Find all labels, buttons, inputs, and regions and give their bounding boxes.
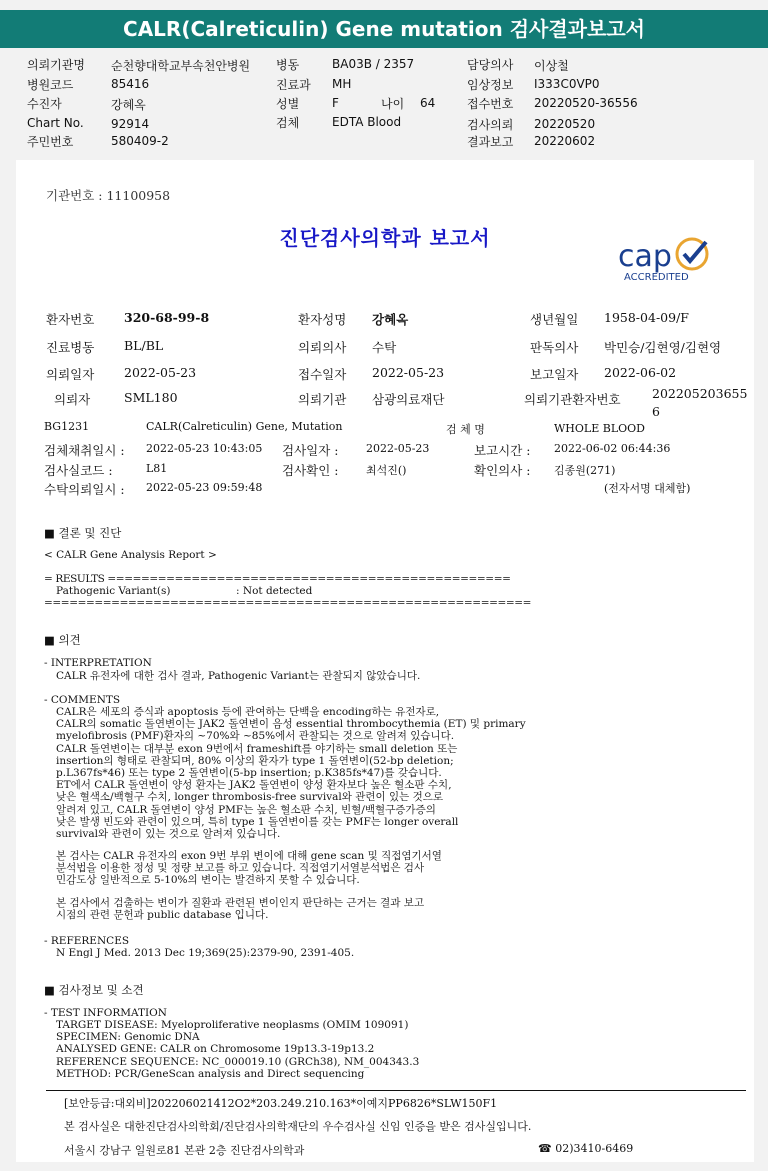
comment-line: CALR은 세포의 증식과 apoptosis 등에 관여하는 단백을 encoding하는 유전자로, xyxy=(56,706,440,718)
report-heading: 진단검사의학과 보고서 xyxy=(279,226,491,250)
footer-certification: 본 검사실은 대한진단검사의학회/진단검사의학재단의 우수검사실 신임 인증을 받은 검사실입니다. xyxy=(64,1120,532,1133)
header-value: 강혜옥 xyxy=(111,98,146,112)
pathogenic-value: : Not detected xyxy=(236,585,313,597)
header-value: EDTA Blood xyxy=(332,115,402,129)
header-label: 병원코드 xyxy=(27,78,74,92)
cap-accredited-logo xyxy=(614,232,724,284)
method-paragraph xyxy=(56,850,442,887)
patient-field-label: 의뢰기관 xyxy=(298,392,347,407)
testinfo-line: SPECIMEN: Genomic DNA xyxy=(56,1031,200,1044)
header-value: 20220602 xyxy=(534,134,596,148)
patient-field-value: 박민승/김현영/김현영 xyxy=(604,340,722,355)
footer-security-code: [보안등급:대외비]202206021412O2*203.249.210.163*이예지PP6826*SLW150F1 xyxy=(64,1097,498,1110)
testinfo-line: TARGET DISEASE: Myeloproliferative neoplasms (OMIM 109091) xyxy=(56,1019,409,1031)
patient-field-value: 수탁 xyxy=(372,340,397,355)
patient-field-label: 보고일자 xyxy=(530,367,579,382)
results-rule: = RESULTS ================================================ xyxy=(44,573,511,585)
header-label: 임상정보 xyxy=(467,78,514,92)
header-label: 병동 xyxy=(276,58,300,72)
patient-field-value: 강혜옥 xyxy=(372,312,409,327)
comment-line: 알려져 있고, CALR 돌연변이 양성 PMF는 높은 혈소판 수치, 빈혈/백혈구증가증의 xyxy=(56,803,436,816)
comments-heading: - COMMENTS xyxy=(44,694,121,706)
patient-field-value: BL/BL xyxy=(124,338,164,353)
header-label: 주민번호 xyxy=(27,135,74,149)
doctor-value: 김종원(271) xyxy=(554,464,616,477)
svg-text:cap: cap xyxy=(618,239,672,274)
collect-value: 2022-05-23 10:43:05 xyxy=(146,442,263,455)
header-value: 순천향대학교부속천안병원 xyxy=(111,59,251,73)
patient-field-value-wrap: 6 xyxy=(652,404,660,419)
testinfo-line: METHOD: PCR/GeneScan analysis and Direct sequencing xyxy=(56,1067,365,1080)
report-title-bar: CALR(Calreticulin) Gene mutation 검사결과보고서 xyxy=(0,10,768,48)
header-value: I333C0VP0 xyxy=(534,77,600,91)
comment-line: insertion의 형태로 관찰되며, 80% 이상의 환자가 type 1 돌연변이(52-bp deletion; xyxy=(56,754,454,767)
header-label: 담당의사 xyxy=(467,58,514,72)
institution-number: 기관번호 : 11100958 xyxy=(46,188,171,203)
room-value: L81 xyxy=(146,462,168,475)
confirm-label: 검사확인 : xyxy=(282,463,339,478)
interpretation-text: CALR 유전자에 대한 검사 결과, Pathogenic Variant는 관찰되지 않았습니다. xyxy=(56,670,421,682)
collect-label: 검체채취일시 : xyxy=(44,443,125,458)
header-value: F xyxy=(332,96,339,110)
comment-line: p.L367fs*46) 또는 type 2 돌연변이(5-bp insertion; p.K385fs*47)를 갖습니다. xyxy=(56,767,442,780)
footer-phone: ☎ 02)3410-6469 xyxy=(538,1142,634,1155)
patient-field-label: 환자번호 xyxy=(46,312,95,327)
doctor-label: 확인의사 : xyxy=(474,463,531,478)
report-paper xyxy=(16,160,754,1162)
order-label: 수탁의뢰일시 : xyxy=(44,482,125,497)
header-label: Chart No. xyxy=(27,116,84,130)
comment-line: CALR의 somatic 돌연변이는 JAK2 돌연변이 음성 essential thrombocythemia (ET) 및 primary xyxy=(56,718,526,731)
test-name: CALR(Calreticulin) Gene, Mutation xyxy=(146,420,343,433)
footer-divider xyxy=(46,1090,746,1091)
patient-field-label: 접수일자 xyxy=(298,367,347,382)
footer-address: 서울시 강남구 일원로81 본관 2층 진단검사의학과 xyxy=(64,1144,305,1157)
basis-line: 본 검사에서 검출하는 변이가 질환과 관련된 변이인지 판단하는 근거는 결과 보고 xyxy=(56,897,425,909)
header-value: 85416 xyxy=(111,77,150,91)
comment-line: myelofibrosis (PMF)환자의 ~70%와 ~85%에서 관찰되는 것으로 알려져 있습니다. xyxy=(56,730,455,743)
references-text: N Engl J Med. 2013 Dec 19;369(25):2379-90, 2391-405. xyxy=(56,947,355,959)
header-value: MH xyxy=(332,77,352,91)
basis-line: 시점의 관련 문헌과 public database 입니다. xyxy=(56,909,269,922)
basis-paragraph xyxy=(56,897,424,921)
patient-field-label: 진료병동 xyxy=(46,340,95,355)
comment-line: survival와 관련이 있는 것으로 알려져 있습니다. xyxy=(56,828,281,841)
opinion-section-title: ■ 의견 xyxy=(44,633,81,647)
method-line: 분석법을 이용한 정성 및 정량 보고를 하고 있습니다. 직접염기서열분석법은 검사 xyxy=(56,862,425,875)
header-value: 580409-2 xyxy=(111,134,169,148)
method-line: 본 검사는 CALR 유전자의 exon 9번 부위 변이에 대해 gene scan 및 직접염기서열 xyxy=(56,850,442,862)
pathogenic-label: Pathogenic Variant(s) xyxy=(56,585,171,597)
patient-field-value: 2022-05-23 xyxy=(124,365,197,380)
patient-field-label: 의뢰자 xyxy=(54,392,91,407)
patient-field-value: 삼광의료재단 xyxy=(372,392,445,407)
header-value: 20220520-36556 xyxy=(534,96,638,110)
testinfo-heading: - TEST INFORMATION xyxy=(44,1007,167,1019)
header-label: 수진자 xyxy=(27,97,62,111)
patient-field-label: 판독의사 xyxy=(530,340,579,355)
interpretation-heading: - INTERPRETATION xyxy=(44,657,152,669)
result-section-title: ■ 결론 및 진단 xyxy=(44,526,122,540)
specimen-label: 검 체 명 xyxy=(446,423,485,436)
reporttime-label: 보고시간 : xyxy=(474,443,531,458)
results-double-rule: ========================================================== xyxy=(44,597,532,609)
header-value: 92914 xyxy=(111,117,150,131)
esign-note: (전자서명 대체함) xyxy=(604,482,691,495)
specimen-value: WHOLE BLOOD xyxy=(554,422,645,435)
references-heading: - REFERENCES xyxy=(44,935,130,947)
comment-line: 낮은 발생 빈도와 관련이 있으며, 특히 type 1 돌연변이를 갖는 PMF는 longer overall xyxy=(56,815,459,828)
comments-block xyxy=(56,706,526,840)
testinfo-block xyxy=(56,1019,419,1080)
header-value: 이상철 xyxy=(534,59,569,73)
age-value: 64 xyxy=(420,96,436,110)
patient-field-value: 2022-06-02 xyxy=(604,365,677,380)
header-label: 결과보고 xyxy=(467,135,514,149)
age-label: 나이 xyxy=(381,97,405,111)
patient-field-value: SML180 xyxy=(124,390,178,405)
testdate-value: 2022-05-23 xyxy=(366,442,430,455)
comment-line: 낮은 혈색소/백혈구 수치, longer thrombosis-free survival와 관련이 있는 것으로 xyxy=(56,791,444,804)
header-label: 접수번호 xyxy=(467,97,514,111)
patient-field-label: 의뢰일자 xyxy=(46,367,95,382)
order-value: 2022-05-23 09:59:48 xyxy=(146,481,263,494)
header-label: 성별 xyxy=(276,97,300,111)
header-label: 의뢰기관명 xyxy=(27,58,85,72)
comment-line: ET에서 CALR 돌연변이 양성 환자는 JAK2 돌연변이 양성 환자보다 높은 혈소판 수치, xyxy=(56,779,452,792)
patient-field-value: 1958-04-09/F xyxy=(604,310,689,325)
header-label: 진료과 xyxy=(276,78,311,92)
comment-line: CALR 돌연변이는 대부분 exon 9번에서 frameshift를 야기하는 small deletion 또는 xyxy=(56,742,458,755)
patient-field-label: 생년월일 xyxy=(530,312,579,327)
patient-field-value: 2022-05-23 xyxy=(372,365,445,380)
header-label: 검사의뢰 xyxy=(467,118,514,132)
info-section-title: ■ 검사정보 및 소견 xyxy=(44,983,144,997)
header-value: 20220520 xyxy=(534,117,596,131)
header-label: 검체 xyxy=(276,116,300,130)
testinfo-line: ANALYSED GENE: CALR on Chromosome 19p13.3-19p13.2 xyxy=(56,1043,375,1056)
patient-field-label: 환자성명 xyxy=(298,312,347,327)
header-value: BA03B / 2357 xyxy=(332,57,415,71)
patient-field-value: 320-68-99-8 xyxy=(124,310,210,325)
patient-field-label: 의뢰기관환자번호 xyxy=(524,392,621,407)
test-code: BG1231 xyxy=(44,420,90,433)
confirm-value: 최석진() xyxy=(366,464,407,477)
reporttime-value: 2022-06-02 06:44:36 xyxy=(554,442,671,455)
testinfo-line: REFERENCE SEQUENCE: NC_000019.10 (GRCh38), NM_004343.3 xyxy=(56,1055,420,1068)
analysis-report-heading: < CALR Gene Analysis Report > xyxy=(44,549,217,561)
patient-field-label: 의뢰의사 xyxy=(298,340,347,355)
testdate-label: 검사일자 : xyxy=(282,443,339,458)
svg-text:ACCREDITED: ACCREDITED xyxy=(624,272,689,283)
method-line: 민감도상 일반적으로 5-10%의 변이는 발견하지 못할 수 있습니다. xyxy=(56,874,360,887)
room-label: 검사실코드 : xyxy=(44,463,113,478)
patient-field-value: 202205203655 xyxy=(652,386,748,401)
